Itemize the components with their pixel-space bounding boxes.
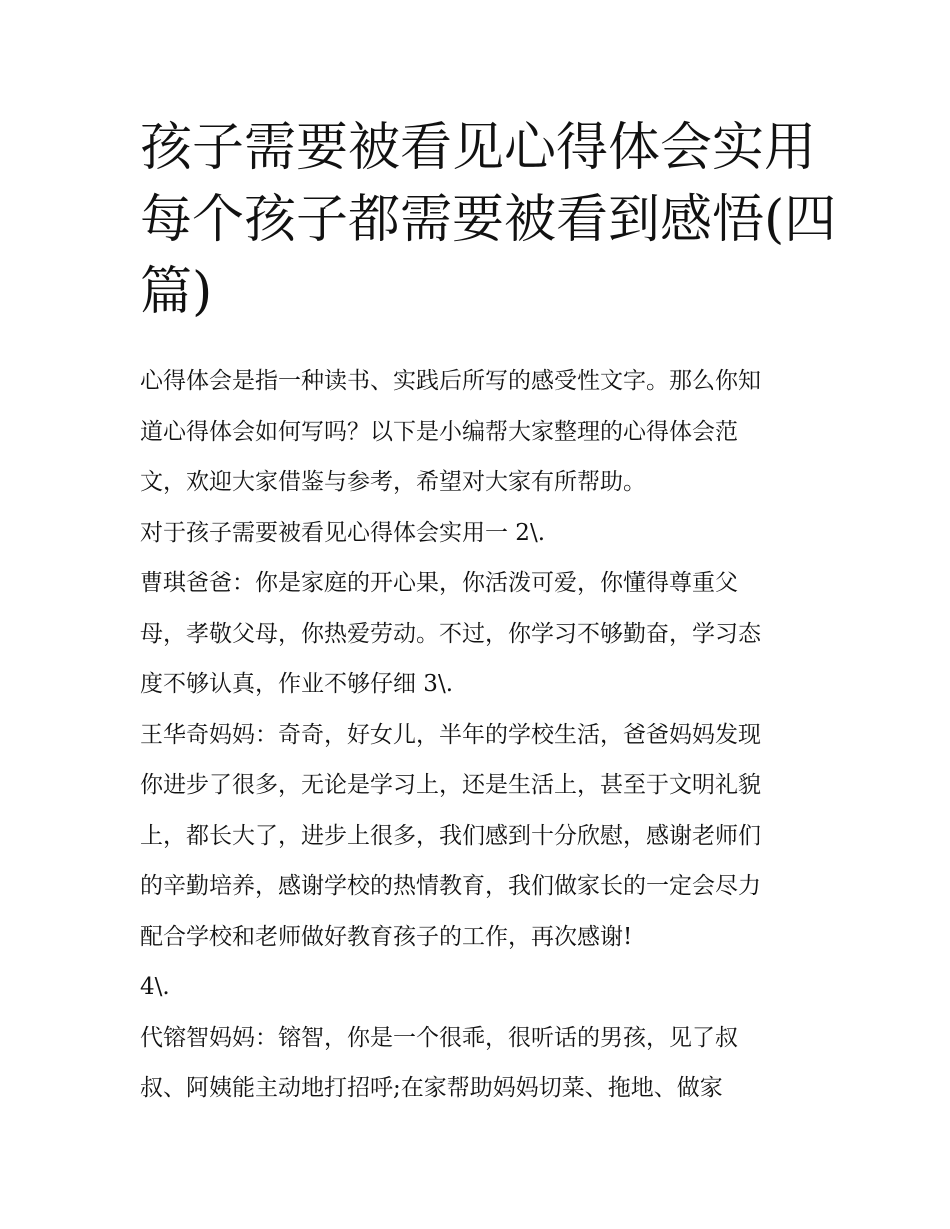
body-line: 叔、阿姨能主动地打招呼;在家帮助妈妈切菜、拖地、做家 [140,1075,723,1101]
body-line: 的辛勤培养，感谢学校的热情教育，我们做家长的一定会尽力 [140,873,761,899]
title-line: 孩子需要被看见心得体会实用 [140,118,817,178]
body-line: 配合学校和老师做好教育孩子的工作，再次感谢! [140,923,633,950]
body-line: 心得体会是指一种读书、实践后所写的感受性文字。那么你知 [140,368,761,394]
body-line: 代镕智妈妈：镕智，你是一个很乖，很听话的男孩，见了叔 [140,1024,738,1051]
section-heading: 对于孩子需要被看见心得体会实用一 2\. [140,519,546,546]
body-line: 文，欢迎大家借鉴与参考，希望对大家有所帮助。 [140,469,646,495]
body-line: 曹琪爸爸：你是家庭的开心果，你活泼可爱，你懂得尊重父 [140,570,738,596]
title-line: 每个孩子都需要被看到感悟(四 [140,190,837,250]
body-line: 王华奇妈妈：奇奇，好女儿，半年的学校生活，爸爸妈妈发现 [140,721,761,748]
body-line: 上，都长大了，进步上很多，我们感到十分欣慰，感谢老师们 [140,822,761,849]
document-body [140,356,815,1114]
section-number: 4\. [140,974,170,1000]
body-line: 母，孝敬父母，你热爱劳动。不过，你学习不够勤奋，学习态 [140,620,761,647]
title-line: 篇) [140,262,213,322]
document-title [140,112,837,328]
body-line: 你进步了很多，无论是学习上，还是生活上，甚至于文明礼貌 [140,772,761,798]
body-line: 度不够认真，作业不够仔细 3\. [140,671,454,697]
body-line: 道心得体会如何写吗？以下是小编帮大家整理的心得体会范 [140,418,738,445]
document-page [140,112,837,1114]
